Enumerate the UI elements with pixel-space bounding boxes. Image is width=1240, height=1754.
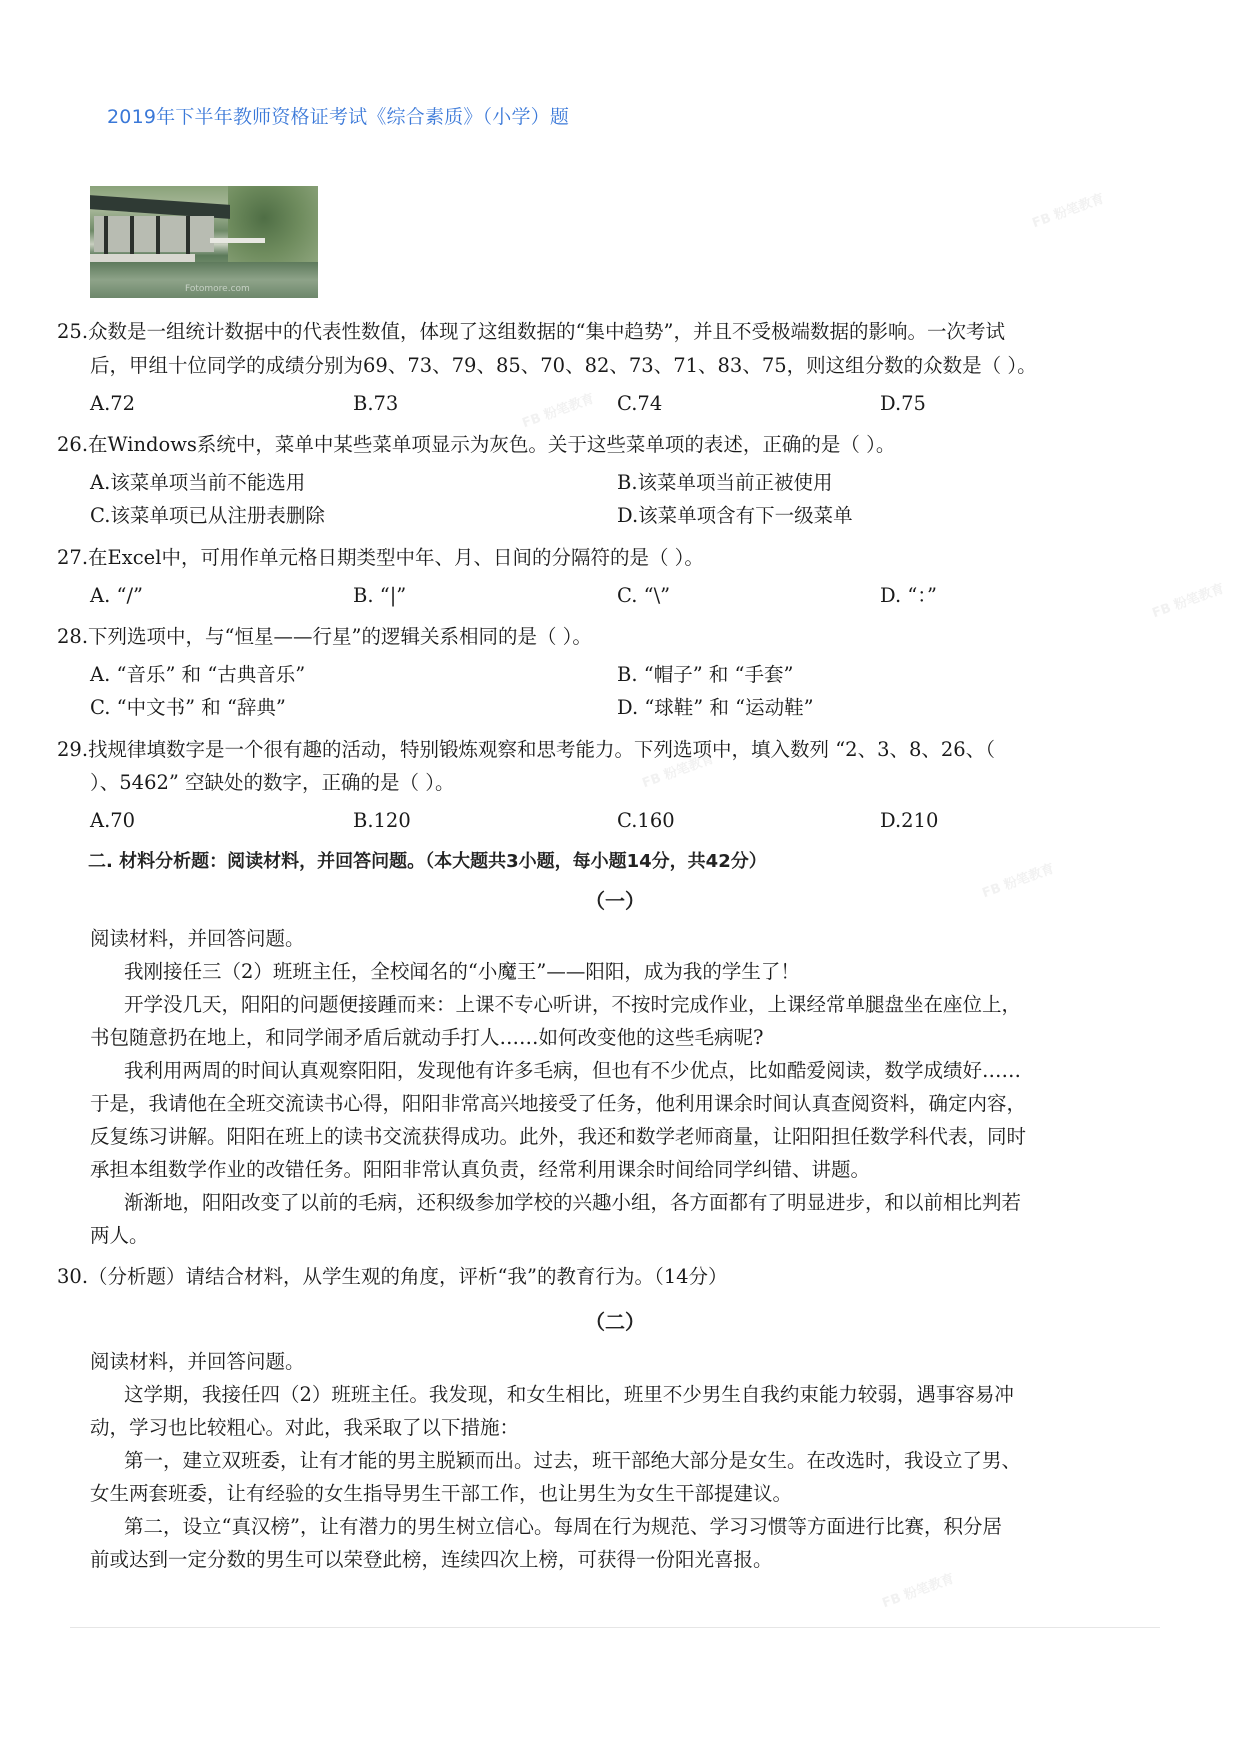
question-29-option-d: D.210 [880,809,939,832]
question-28-option-d: D. “球鞋” 和 “运动鞋” [617,696,814,719]
question-28-option-a: A. “音乐” 和 “古典音乐” [90,663,306,686]
question-27-option-d: D. “：” [880,584,938,607]
question-28-line-1 [57,625,592,649]
question-25-option-d: D.75 [880,392,926,415]
question-26-option-c: C.该菜单项已从注册表删除 [90,504,325,527]
photo-pillar [186,216,190,256]
part-2-paragraph: 这学期，我接任四（2）班班主任。我发现，和女生相比，班里不少男生自我约束能力较弱，遇事容易冲 [124,1383,1014,1406]
photo-bridge [210,238,265,243]
part-2-paragraph: 女生两套班委，让有经验的女生指导男生干部工作，也让男生为女生干部提建议。 [90,1482,793,1505]
photo-pillar [156,216,160,256]
part-2-paragraph: 动，学习也比较粗心。对此，我采取了以下措施： [90,1416,520,1439]
question-number: 28. [57,625,89,648]
photo-pillar [130,216,134,256]
question-25-option-b: B.73 [353,392,399,415]
question-25-option-a: A.72 [90,392,136,415]
watermark: FB 粉笔教育 [1150,581,1227,622]
part-1-intro: 阅读材料，并回答问题。 [90,927,305,950]
question-30: 30.（分析题）请结合材料，从学生观的角度，评析“我”的教育行为。（14分） [57,1265,728,1288]
garden-photo [90,186,318,298]
watermark: FB 粉笔教育 [520,391,597,432]
watermark: FB 粉笔教育 [640,751,717,792]
question-26-option-b: B.该菜单项当前正被使用 [617,471,833,494]
part-2-paragraph: 第二，设立“真汉榜”，让有潜力的男生树立信心。每周在行为规范、学习习惯等方面进行比赛，积分居 [124,1515,1002,1538]
question-27-option-a: A. “/” [90,584,143,607]
question-29-line-1 [57,738,995,762]
question-26-option-d: D.该菜单项含有下一级菜单 [617,504,853,527]
part-2-intro: 阅读材料，并回答问题。 [90,1350,305,1373]
question-25-line-1 [57,320,1005,344]
photo-wall [94,216,214,252]
question-29-option-a: A.70 [90,809,136,832]
question-27-option-b: B. “|” [353,584,407,607]
question-26-option-a: A.该菜单项当前不能选用 [90,471,306,494]
question-29-option-c: C.160 [617,809,675,832]
photo-trees [228,186,318,266]
document-title: 2019年下半年教师资格证考试《综合素质》（小学）题 [107,106,570,128]
photo-watermark: Fotomore.com [185,284,250,294]
question-29-option-b: B.120 [353,809,411,832]
part-2-paragraph: 前或达到一定分数的男生可以荣登此榜，连续四次上榜，可获得一份阳光喜报。 [90,1548,773,1571]
part-2-label: （二） [585,1310,645,1334]
section-2-heading: 二. 材料分析题：阅读材料，并回答问题。（本大题共3小题，每小题14分，共42分） [88,851,767,872]
photo-pillar [104,216,108,256]
question-28-option-c: C. “中文书” 和 “辞典” [90,696,286,719]
watermark: FB 粉笔教育 [1030,191,1107,232]
question-text: 下列选项中，与“恒星——行星”的逻辑关系相同的是（ ）。 [88,625,592,648]
part-1-paragraph: 反复练习讲解。阳阳在班上的读书交流获得成功。此外，我还和数学老师商量，让阳阳担任数学科代表，同时 [90,1125,1027,1148]
part-1-paragraph: 两人。 [90,1224,149,1247]
question-number: 29. [57,738,89,761]
question-text: 在Excel中，可用作单元格日期类型中年、月、日间的分隔符的是（ ）。 [88,546,704,569]
question-26-line-1 [57,433,895,457]
part-1-paragraph: 承担本组数学作业的改错任务。阳阳非常认真负责，经常利用课余时间给同学纠错、讲题。 [90,1158,871,1181]
question-text: 众数是一组统计数据中的代表性数值，体现了这组数据的“集中趋势”，并且不受极端数据的影响。一次考试 [88,320,1005,343]
part-1-paragraph: 渐渐地，阳阳改变了以前的毛病，还积级参加学校的兴趣小组，各方面都有了明显进步，和以前相比判若 [124,1191,1022,1214]
question-25-line-2: 后，甲组十位同学的成绩分别为69、73、79、85、70、82、73、71、83、75，则这组分数的众数是（ ）。 [90,354,1037,377]
watermark: FB 粉笔教育 [880,1571,957,1612]
question-text: 找规律填数字是一个很有趣的活动，特别锻炼观察和思考能力。下列选项中，填入数列 “2、3、8、26、（ [88,738,995,761]
question-28-option-b: B. “帽子” 和 “手套” [617,663,794,686]
part-1-paragraph: 于是，我请他在全班交流读书心得，阳阳非常高兴地接受了任务，他利用课余时间认真查阅资料，确定内容， [90,1092,1027,1115]
part-1-paragraph: 开学没几天，阳阳的问题便接踵而来：上课不专心听讲，不按时完成作业，上课经常单腿盘坐在座位上， [124,993,1022,1016]
part-1-paragraph: 我刚接任三（2）班班主任，全校闻名的“小魔王”——阳阳，成为我的学生了！ [124,960,800,983]
part-1-paragraph: 我利用两周的时间认真观察阳阳，发现他有许多毛病，但也有不少优点，比如酷爱阅读，数学成绩好…… [124,1059,1022,1082]
question-number: 25. [57,320,89,343]
question-29-line-2: ）、5462” 空缺处的数字，正确的是（ ）。 [90,771,455,794]
watermark: FB 粉笔教育 [980,861,1057,902]
part-1-paragraph: 书包随意扔在地上，和同学闹矛盾后就动手打人……如何改变他的这些毛病呢? [90,1026,764,1049]
part-2-paragraph: 第一，建立双班委，让有才能的男主脱颖而出。过去，班干部绝大部分是女生。在改选时，我设立了男、 [124,1449,1022,1472]
question-number: 27. [57,546,89,569]
part-1-label: （一） [585,889,645,913]
footer-divider [70,1627,1160,1628]
question-27-line-1 [57,546,704,570]
question-27-option-c: C. “\” [617,584,671,607]
question-number: 26. [57,433,89,456]
question-25-option-c: C.74 [617,392,663,415]
question-text: 在Windows系统中，菜单中某些菜单项显示为灰色。关于这些菜单项的表述，正确的是（ ）。 [88,433,896,456]
